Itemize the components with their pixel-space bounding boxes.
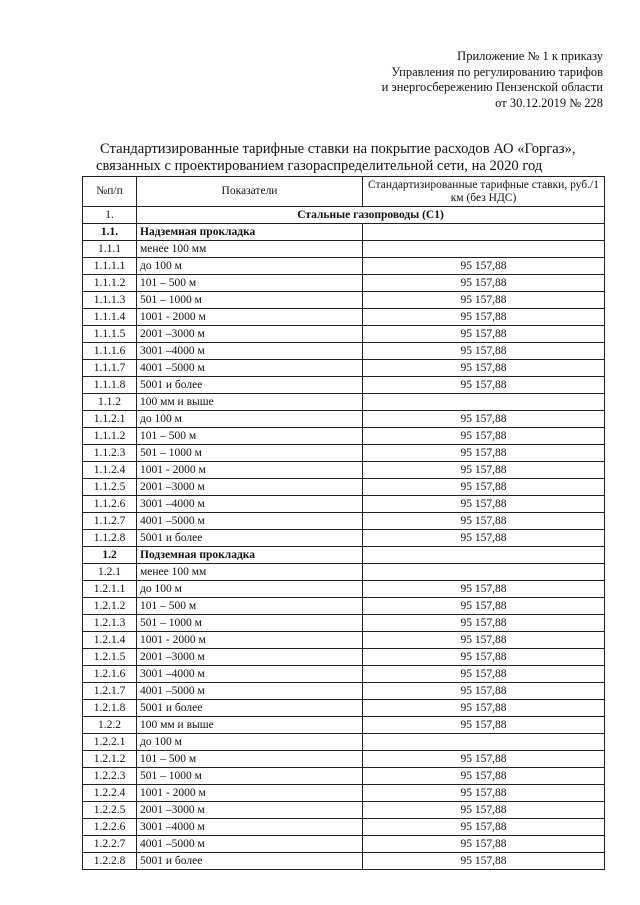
document-title xyxy=(96,141,620,175)
row-value: 95 157,88 xyxy=(363,581,605,598)
row-value: 95 157,88 xyxy=(363,666,605,683)
table-row xyxy=(83,394,605,411)
row-label: 3001 –4000 м xyxy=(137,496,363,513)
table-row xyxy=(83,717,605,734)
row-value: 95 157,88 xyxy=(363,275,605,292)
row-label: 1001 - 2000 м xyxy=(137,632,363,649)
row-label: 2001 –3000 м xyxy=(137,802,363,819)
section-row xyxy=(83,207,605,224)
row-num: 1.2.1 xyxy=(83,564,137,581)
row-num: 1.2.1.4 xyxy=(83,632,137,649)
row-label: 2001 –3000 м xyxy=(137,649,363,666)
table-row xyxy=(83,802,605,819)
table-row xyxy=(83,615,605,632)
row-num: 1.2.2.8 xyxy=(83,853,137,870)
annex-line: Приложение № 1 к приказу xyxy=(457,49,603,63)
table-row xyxy=(83,428,605,445)
table-row xyxy=(83,581,605,598)
row-value: 95 157,88 xyxy=(363,819,605,836)
row-label: 101 – 500 м xyxy=(137,598,363,615)
row-label: 2001 –3000 м xyxy=(137,326,363,343)
table-row xyxy=(83,853,605,870)
row-num: 1.2.1.2 xyxy=(83,751,137,768)
row-label: 501 – 1000 м xyxy=(137,615,363,632)
row-num: 1.2.2.3 xyxy=(83,768,137,785)
row-num: 1.1.2.5 xyxy=(83,479,137,496)
table-row xyxy=(83,785,605,802)
row-num: 1.1.2.6 xyxy=(83,496,137,513)
row-value xyxy=(363,394,605,411)
row-label: 1001 - 2000 м xyxy=(137,785,363,802)
row-label: Надземная прокладка xyxy=(137,224,363,241)
table-row xyxy=(83,343,605,360)
table-row xyxy=(83,598,605,615)
row-label: 1001 - 2000 м xyxy=(137,309,363,326)
table-row xyxy=(83,411,605,428)
row-label: 4001 –5000 м xyxy=(137,360,363,377)
row-value: 95 157,88 xyxy=(363,717,605,734)
header-indicator: Показатели xyxy=(137,177,363,207)
row-num: 1.1.1.2 xyxy=(83,275,137,292)
annex-line: и энергосбережению Пензенской области xyxy=(381,80,603,94)
row-label: 5001 и более xyxy=(137,853,363,870)
row-value: 95 157,88 xyxy=(363,343,605,360)
row-num: 1.1.2 xyxy=(83,394,137,411)
row-num: 1.2.1.2 xyxy=(83,598,137,615)
row-num: 1.2.1.1 xyxy=(83,581,137,598)
table-row xyxy=(83,683,605,700)
row-value: 95 157,88 xyxy=(363,292,605,309)
table-row xyxy=(83,241,605,258)
table-row xyxy=(83,666,605,683)
row-num: 1.2.2.7 xyxy=(83,836,137,853)
row-num: 1.1.1.7 xyxy=(83,360,137,377)
annex-line: от 30.12.2019 № 228 xyxy=(495,95,603,110)
row-num: 1.1.1 xyxy=(83,241,137,258)
row-label: до 100 м xyxy=(137,411,363,428)
row-value: 95 157,88 xyxy=(363,377,605,394)
row-label: 501 – 1000 м xyxy=(137,445,363,462)
header-num: №п/п xyxy=(83,177,137,207)
row-label: 4001 –5000 м xyxy=(137,683,363,700)
table-row xyxy=(83,309,605,326)
row-label: 5001 и более xyxy=(137,700,363,717)
row-value: 95 157,88 xyxy=(363,632,605,649)
row-label: до 100 м xyxy=(137,734,363,751)
row-num: 1.2.2.1 xyxy=(83,734,137,751)
table-row xyxy=(83,819,605,836)
row-value: 95 157,88 xyxy=(363,360,605,377)
row-num: 1.2.2.5 xyxy=(83,802,137,819)
table-row xyxy=(83,700,605,717)
table-row xyxy=(83,547,605,564)
table-row xyxy=(83,836,605,853)
table-row xyxy=(83,479,605,496)
annex-header xyxy=(382,49,603,111)
row-value: 95 157,88 xyxy=(363,853,605,870)
row-label: менее 100 мм xyxy=(137,564,363,581)
row-value: 95 157,88 xyxy=(363,649,605,666)
table-header-row xyxy=(83,177,605,207)
row-value: 95 157,88 xyxy=(363,462,605,479)
row-value: 95 157,88 xyxy=(363,785,605,802)
table-row xyxy=(83,751,605,768)
row-value: 95 157,88 xyxy=(363,530,605,547)
table-row xyxy=(83,734,605,751)
row-value: 95 157,88 xyxy=(363,683,605,700)
row-num: 1.2.1.7 xyxy=(83,683,137,700)
row-label: 5001 и более xyxy=(137,530,363,547)
row-label: 1001 - 2000 м xyxy=(137,462,363,479)
row-label: 3001 –4000 м xyxy=(137,343,363,360)
row-num: 1.2.1.8 xyxy=(83,700,137,717)
table-row xyxy=(83,513,605,530)
row-value: 95 157,88 xyxy=(363,496,605,513)
row-value: 95 157,88 xyxy=(363,428,605,445)
row-num: 1.1.1.6 xyxy=(83,343,137,360)
row-label: 501 – 1000 м xyxy=(137,768,363,785)
row-num: 1.2.1.3 xyxy=(83,615,137,632)
section-label: Стальные газопроводы (С1) xyxy=(137,207,605,224)
row-num: 1.1. xyxy=(83,224,137,241)
row-value xyxy=(363,241,605,258)
table-row xyxy=(83,258,605,275)
row-label: 2001 –3000 м xyxy=(137,479,363,496)
row-value xyxy=(363,547,605,564)
row-value: 95 157,88 xyxy=(363,445,605,462)
row-value xyxy=(363,564,605,581)
table-row xyxy=(83,292,605,309)
row-num: 1.1.2.1 xyxy=(83,411,137,428)
table-row xyxy=(83,224,605,241)
row-num: 1.1.2.7 xyxy=(83,513,137,530)
row-label: 5001 и более xyxy=(137,377,363,394)
row-label: 101 – 500 м xyxy=(137,751,363,768)
table-row xyxy=(83,496,605,513)
row-value: 95 157,88 xyxy=(363,326,605,343)
row-label: 101 – 500 м xyxy=(137,428,363,445)
row-value: 95 157,88 xyxy=(363,411,605,428)
row-value: 95 157,88 xyxy=(363,802,605,819)
row-num: 1.1.1.1 xyxy=(83,258,137,275)
table-row xyxy=(83,564,605,581)
table-row xyxy=(83,768,605,785)
row-num: 1.1.2.3 xyxy=(83,445,137,462)
row-value: 95 157,88 xyxy=(363,615,605,632)
row-label: Подземная прокладка xyxy=(137,547,363,564)
row-label: 4001 –5000 м xyxy=(137,836,363,853)
title-line-1: Стандартизированные тарифные ставки на покрытие расходов АО «Горгаз», xyxy=(100,141,576,157)
row-value: 95 157,88 xyxy=(363,836,605,853)
table-row xyxy=(83,326,605,343)
row-label: до 100 м xyxy=(137,258,363,275)
table-row xyxy=(83,275,605,292)
row-num: 1.1.1.3 xyxy=(83,292,137,309)
row-label: менее 100 мм xyxy=(137,241,363,258)
row-value: 95 157,88 xyxy=(363,768,605,785)
table-row xyxy=(83,649,605,666)
row-value: 95 157,88 xyxy=(363,258,605,275)
row-num: 1.1.1.4 xyxy=(83,309,137,326)
row-value: 95 157,88 xyxy=(363,598,605,615)
row-num: 1.1.2.4 xyxy=(83,462,137,479)
table-row xyxy=(83,377,605,394)
row-value xyxy=(363,734,605,751)
header-rate: Стандартизированные тарифные ставки, руб./1 км (без НДС) xyxy=(363,177,605,207)
row-value: 95 157,88 xyxy=(363,513,605,530)
row-label: 100 мм и выше xyxy=(137,717,363,734)
title-line-2: связанных с проектированием газораспределительной сети, на 2020 год xyxy=(96,158,543,174)
row-num: 1.2.2 xyxy=(83,717,137,734)
row-num: 1.2.1.6 xyxy=(83,666,137,683)
tariff-table xyxy=(82,176,605,870)
row-label: 501 – 1000 м xyxy=(137,292,363,309)
annex-line: Управления по регулированию тарифов xyxy=(391,64,603,79)
row-num: 1.1.1.8 xyxy=(83,377,137,394)
table-row xyxy=(83,462,605,479)
row-label: 4001 –5000 м xyxy=(137,513,363,530)
row-label: 3001 –4000 м xyxy=(137,819,363,836)
row-value: 95 157,88 xyxy=(363,751,605,768)
section-num: 1. xyxy=(83,207,137,224)
row-num: 1.2.2.6 xyxy=(83,819,137,836)
table-row xyxy=(83,530,605,547)
row-label: 100 мм и выше xyxy=(137,394,363,411)
row-num: 1.1.2.8 xyxy=(83,530,137,547)
table-row xyxy=(83,632,605,649)
row-label: до 100 м xyxy=(137,581,363,598)
row-value xyxy=(363,224,605,241)
row-label: 3001 –4000 м xyxy=(137,666,363,683)
row-num: 1.2.2.4 xyxy=(83,785,137,802)
row-value: 95 157,88 xyxy=(363,479,605,496)
row-num: 1.1.1.5 xyxy=(83,326,137,343)
row-num: 1.2 xyxy=(83,547,137,564)
table-row xyxy=(83,445,605,462)
table-row xyxy=(83,360,605,377)
row-value: 95 157,88 xyxy=(363,700,605,717)
row-label: 101 – 500 м xyxy=(137,275,363,292)
row-num: 1.2.1.5 xyxy=(83,649,137,666)
row-value: 95 157,88 xyxy=(363,309,605,326)
row-num: 1.1.1.2 xyxy=(83,428,137,445)
